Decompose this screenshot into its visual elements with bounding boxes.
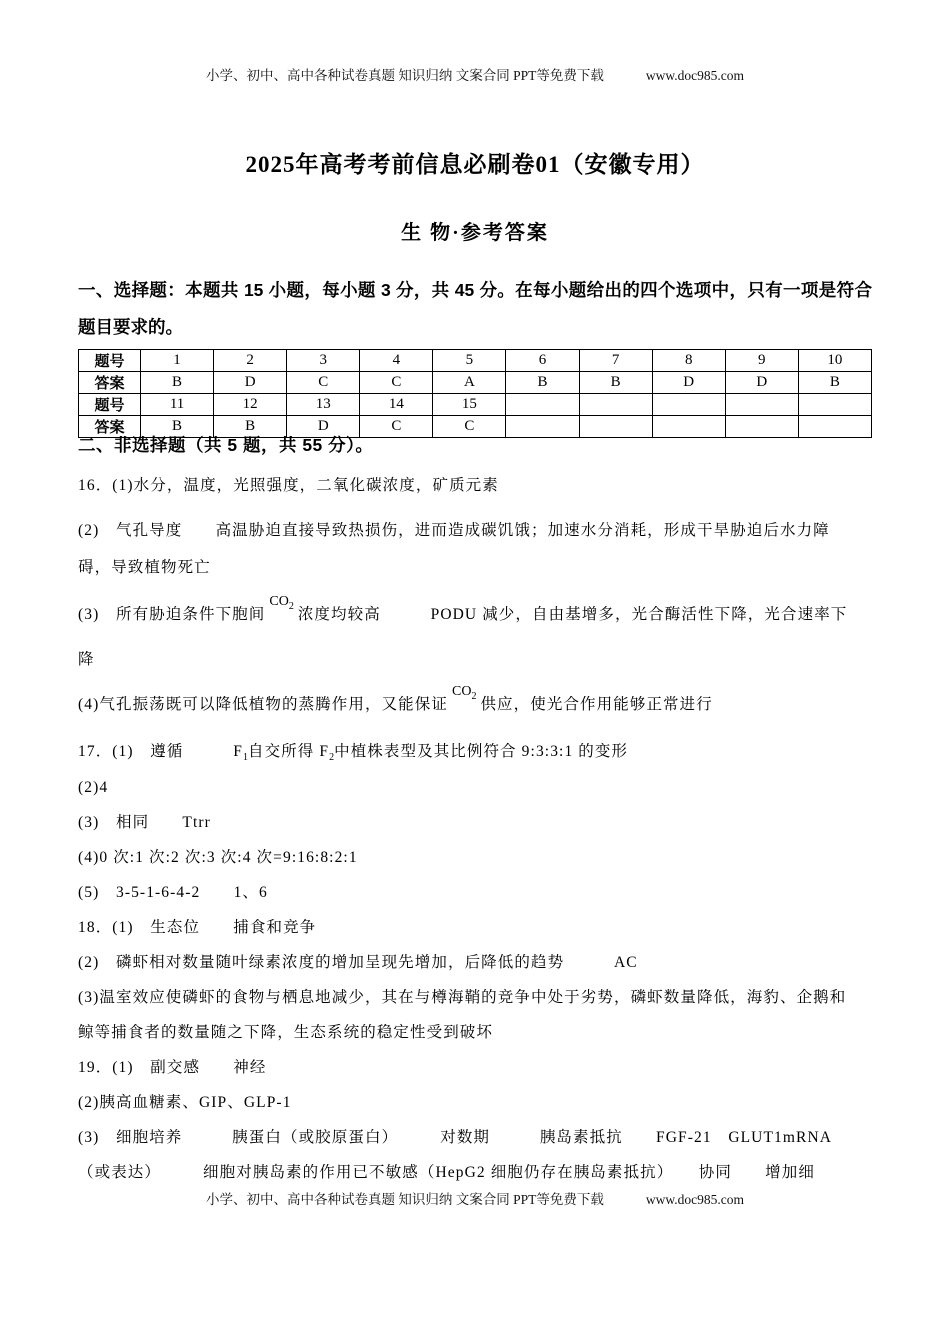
answer-cell: B [214, 416, 287, 438]
empty-cell [725, 394, 798, 416]
question-number: 12 [214, 394, 287, 416]
document-title: 2025年高考考前信息必刷卷01（安徽专用） [245, 152, 705, 177]
answer-cell: D [725, 372, 798, 394]
table-row [79, 372, 872, 394]
answer-cell: B [579, 372, 652, 394]
question-number: 11 [141, 394, 214, 416]
question-number: 5 [433, 350, 506, 372]
f1-subscript: 1 [243, 752, 248, 764]
question-number: 3 [287, 350, 360, 372]
question-number: 9 [725, 350, 798, 372]
empty-cell [725, 416, 798, 438]
answer-cell: B [141, 372, 214, 394]
answer-line-q16-3-wrap: 降 [78, 651, 95, 668]
answer-line-q19-3b: （或表达） 细胞对胰岛素的作用已不敏感（HepG2 细胞仍存在胰岛素抵抗） 协同 增加细 [78, 1164, 815, 1181]
table-row [79, 394, 872, 416]
answer-line-q16-3: (3) 所有胁迫条件下胞间$CO_2$ 浓度均较高 PODU 减少，自由基增多，光合酶活性下降，光合速率下 [78, 594, 848, 623]
answer-table [78, 349, 872, 438]
document-subtitle: 生 物·参考答案 [401, 222, 549, 244]
answer-line-q17-5: (5) 3-5-1-6-4-2 1、6 [78, 884, 268, 901]
answer-line-q17-1: 17．(1) 遵循 $F_1$自交所得 $F_2$中植株表型及其比例符合 9:3:3:1 的变形 [78, 743, 629, 764]
question-number: 14 [360, 394, 433, 416]
question-number: 1 [141, 350, 214, 372]
answer-line-q19-1: 19．(1) 副交感 神经 [78, 1059, 267, 1076]
answer-line-q18-3a: (3)温室效应使磷虾的食物与栖息地减少，其在与樽海鞘的竞争中处于劣势，磷虾数量降低，海豹、企鹅和 [78, 989, 847, 1006]
answer-cell: C [433, 416, 506, 438]
answer-cell: C [360, 372, 433, 394]
answer-cell: D [214, 372, 287, 394]
section2-heading: 二、非选择题（共 5 题，共 55 分）。 [78, 435, 374, 455]
f2-subscript: 2 [329, 752, 335, 764]
question-number: 15 [433, 394, 506, 416]
answer-line-q16-2a: (2) 气孔导度 高温胁迫直接导致热损伤，进而造成碳饥饿；加速水分消耗，形成干旱胁迫后水力障 [78, 522, 830, 539]
answer-line-q18-2: (2) 磷虾相对数量随叶绿素浓度的增加呈现先增加，后降低的趋势 AC [78, 954, 638, 971]
page-header [0, 64, 950, 84]
answers-block [78, 467, 872, 1190]
question-number: 13 [287, 394, 360, 416]
question-number: 10 [798, 350, 871, 372]
row-label: 题号 [79, 394, 141, 416]
answer-cell: D [652, 372, 725, 394]
row-label: 题号 [79, 350, 141, 372]
empty-cell [506, 416, 579, 438]
question-number: 8 [652, 350, 725, 372]
answer-cell: C [287, 372, 360, 394]
empty-cell [798, 394, 871, 416]
answer-line-q19-2: (2)胰高血糖素、GIP、GLP-1 [78, 1094, 292, 1111]
row-label: 答案 [79, 416, 141, 438]
answer-line-q18-1: 18．(1) 生态位 捕食和竞争 [78, 919, 317, 936]
empty-cell [652, 416, 725, 438]
answer-cell: A [433, 372, 506, 394]
empty-cell [579, 416, 652, 438]
answer-cell: D [287, 416, 360, 438]
question-number: 2 [214, 350, 287, 372]
answer-cell: C [360, 416, 433, 438]
co2-formula: $CO_2$ [269, 594, 294, 612]
answer-cell: B [798, 372, 871, 394]
answer-line-q19-3a: (3) 细胞培养 胰蛋白（或胶原蛋白） 对数期 胰岛素抵抗 FGF-21 GLUT1mRNA [78, 1129, 833, 1146]
footer-promo-text: 小学、初中、高中各种试卷真题 知识归纳 文案合同 PPT等免费下载 [206, 1192, 604, 1207]
table-row [79, 350, 872, 372]
answer-line-q18-3b: 鲸等捕食者的数量随之下降，生态系统的稳定性受到破坏 [78, 1024, 494, 1041]
empty-cell [506, 394, 579, 416]
row-label: 答案 [79, 372, 141, 394]
page-footer [0, 1188, 950, 1208]
answer-line-q17-2: (2)4 [78, 779, 109, 796]
answer-line-q16-2b: 碍，导致植物死亡 [78, 559, 211, 576]
question-number: 4 [360, 350, 433, 372]
header-site-url: www.doc985.com [645, 68, 744, 83]
empty-cell [652, 394, 725, 416]
header-promo-text: 小学、初中、高中各种试卷真题 知识归纳 文案合同 PPT等免费下载 [206, 68, 604, 83]
answer-line-q16-4: (4)气孔振荡既可以降低植物的蒸腾作用，又能保证$CO_2$ 供应，使光合作用能够正常进行 [78, 684, 713, 713]
section1-heading: 一、选择题：本题共 15 小题，每小题 3 分，共 45 分。在每小题给出的四个选项中，只有一项是符合题目要求的。 [78, 280, 872, 337]
co2-formula: $CO_2$ [451, 684, 477, 702]
question-number: 6 [506, 350, 579, 372]
empty-cell [798, 416, 871, 438]
answer-line-q17-4: (4)0 次:1 次:2 次:3 次:4 次=9:16:8:2:1 [78, 849, 358, 866]
question-number: 7 [579, 350, 652, 372]
answer-line-q17-3: (3) 相同 Ttrr [78, 814, 211, 831]
answer-line-q16-1: 16．(1)水分，温度，光照强度，二氧化碳浓度，矿质元素 [78, 477, 499, 494]
answer-cell: B [141, 416, 214, 438]
empty-cell [579, 394, 652, 416]
footer-site-url: www.doc985.com [645, 1192, 744, 1207]
answer-cell: B [506, 372, 579, 394]
